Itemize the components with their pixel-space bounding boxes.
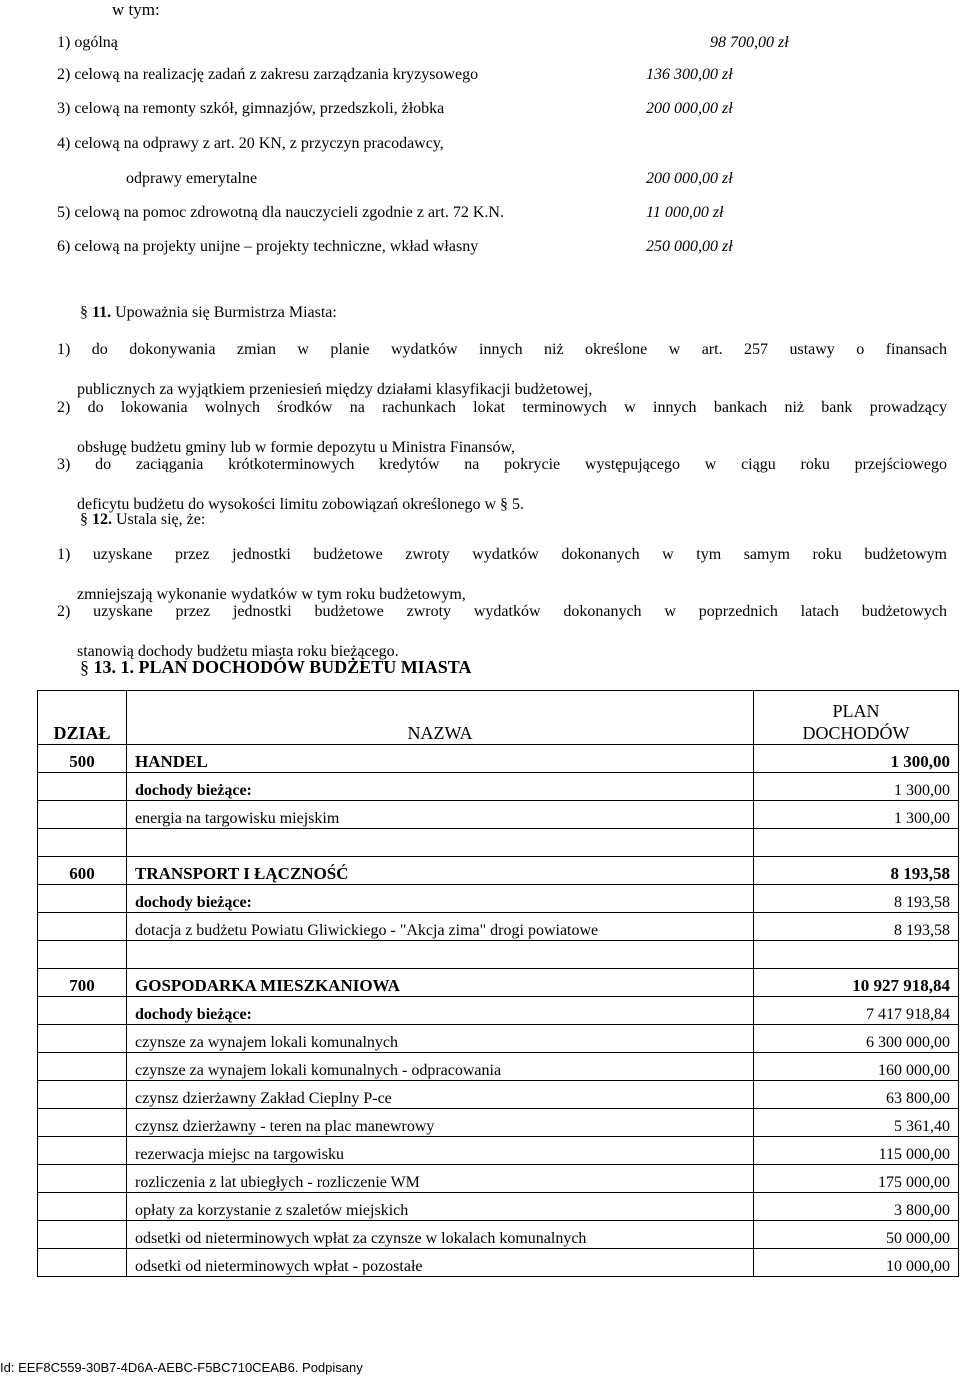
category-name: GOSPODARKA MIESZKANIOWA <box>127 969 754 997</box>
item-value: 175 000,00 <box>754 1165 959 1193</box>
section-number: 12. <box>92 511 112 528</box>
empty-cell <box>38 885 127 913</box>
item-line: 2) uzyskane przez jednostki budżetowe zwroty wydatków dokonanych w poprzednich latach budżetowych <box>57 603 947 620</box>
section-number: 13. 1. <box>93 657 134 677</box>
table-row-category <box>38 745 959 773</box>
empty-cell <box>38 941 127 969</box>
item-name: rezerwacja miejsc na targowisku <box>127 1137 754 1165</box>
section-number: 11. <box>92 304 112 321</box>
revenue-plan-table <box>37 690 959 1277</box>
allocation-label: 4) celową na odprawy z art. 20 KN, z przyczyn pracodawcy, <box>57 135 444 152</box>
table-spacer-row <box>38 829 959 857</box>
subtotal-label: dochody bieżące: <box>127 885 754 913</box>
subtotal-value: 7 417 918,84 <box>754 997 959 1025</box>
item-value: 115 000,00 <box>754 1137 959 1165</box>
table-row <box>38 1165 959 1193</box>
allocation-label: 1) ogólną <box>57 34 118 51</box>
table-row-subtotal <box>38 885 959 913</box>
category-total: 1 300,00 <box>754 745 959 773</box>
table-row <box>38 1221 959 1249</box>
empty-cell <box>754 941 959 969</box>
section-title: Ustala się, że: <box>116 511 206 528</box>
item-name: rozliczenia z lat ubiegłych - rozliczenie WM <box>127 1165 754 1193</box>
header-nazwa: NAZWA <box>127 691 754 745</box>
item-name: odsetki od nieterminowych wpłat - pozostałe <box>127 1249 754 1277</box>
item-line: stanowią dochody budżetu miasta roku bieżącego. <box>77 643 399 660</box>
table-body <box>38 745 959 1277</box>
table-row <box>38 1025 959 1053</box>
item-value: 3 800,00 <box>754 1193 959 1221</box>
allocation-amount: 136 300,00 zł <box>646 66 733 83</box>
allocation-label: 5) celową na pomoc zdrowotną dla nauczycieli zgodnie z art. 72 K.N. <box>57 204 504 221</box>
item-name: czynsze za wynajem lokali komunalnych <box>127 1025 754 1053</box>
table-row <box>38 1109 959 1137</box>
table-row-category <box>38 857 959 885</box>
item-line: zmniejszają wykonanie wydatków w tym roku budżetowym, <box>77 586 466 603</box>
item-line: 1) do dokonywania zmian w planie wydatków innych niż określone w art. 257 ustawy o finansach <box>57 341 947 358</box>
empty-cell <box>38 773 127 801</box>
item-value: 8 193,58 <box>754 913 959 941</box>
empty-cell <box>38 1053 127 1081</box>
section-13-heading <box>80 657 471 678</box>
header-plan-line2: DOCHODÓW <box>802 723 910 743</box>
subtotal-value: 1 300,00 <box>754 773 959 801</box>
category-name: HANDEL <box>127 745 754 773</box>
empty-cell <box>38 1081 127 1109</box>
subtotal-value: 8 193,58 <box>754 885 959 913</box>
empty-cell <box>38 1137 127 1165</box>
header-plan <box>754 691 959 745</box>
section-symbol: § <box>80 304 88 321</box>
subtotal-label: dochody bieżące: <box>127 773 754 801</box>
empty-cell <box>38 1109 127 1137</box>
section-symbol: § <box>80 511 88 528</box>
table-row-category <box>38 969 959 997</box>
category-name: TRANSPORT I ŁĄCZNOŚĆ <box>127 857 754 885</box>
table-row <box>38 1081 959 1109</box>
table-row <box>38 913 959 941</box>
item-name: czynsze za wynajem lokali komunalnych - odpracowania <box>127 1053 754 1081</box>
empty-cell <box>38 913 127 941</box>
allocation-label: 2) celową na realizację zadań z zakresu zarządzania kryzysowego <box>57 66 479 83</box>
section-title: PLAN DOCHODÓW BUDŻETU MIASTA <box>138 657 472 677</box>
dzial-code: 500 <box>38 745 127 773</box>
allocation-amount: 98 700,00 zł <box>710 34 789 51</box>
empty-cell <box>38 1165 127 1193</box>
empty-cell <box>38 1025 127 1053</box>
item-line: obsługę budżetu gminy lub w formie depozytu u Ministra Finansów, <box>77 439 516 456</box>
allocation-amount: 200 000,00 zł <box>646 170 733 187</box>
table-row <box>38 801 959 829</box>
header-dzial: DZIAŁ <box>38 691 127 745</box>
allocation-label: 3) celową na remonty szkół, gimnazjów, przedszkoli, żłobka <box>57 100 445 117</box>
section-11-item <box>57 398 947 458</box>
subtotal-label: dochody bieżące: <box>127 997 754 1025</box>
item-line: publicznych za wyjątkiem przeniesień między działami klasyfikacji budżetowej, <box>77 381 593 398</box>
document-id-footer: Id: EEF8C559-30B7-4D6A-AEBC-F5BC710CEAB6. Podpisany <box>0 1360 363 1375</box>
table-row <box>38 1193 959 1221</box>
table-row-subtotal <box>38 997 959 1025</box>
section-title: Upoważnia się Burmistrza Miasta: <box>115 304 337 321</box>
empty-cell <box>127 941 754 969</box>
item-line: 3) do zaciągania krótkoterminowych kredytów na pokrycie występującego w ciągu roku przejściowego <box>57 456 947 473</box>
empty-cell <box>38 1193 127 1221</box>
item-value: 10 000,00 <box>754 1249 959 1277</box>
item-name: energia na targowisku miejskim <box>127 801 754 829</box>
empty-cell <box>38 829 127 857</box>
section-11-heading <box>80 304 337 322</box>
allocation-amount: 250 000,00 zł <box>646 238 733 255</box>
item-name: opłaty za korzystanie z szaletów miejskich <box>127 1193 754 1221</box>
section-12-item <box>57 545 947 605</box>
item-name: czynsz dzierżawny Zakład Cieplny P-ce <box>127 1081 754 1109</box>
table-row <box>38 1137 959 1165</box>
item-name: dotacja z budżetu Powiatu Gliwickiego - "Akcja zima" drogi powiatowe <box>127 913 754 941</box>
category-total: 8 193,58 <box>754 857 959 885</box>
empty-cell <box>38 1249 127 1277</box>
item-value: 160 000,00 <box>754 1053 959 1081</box>
section-12-heading <box>80 511 205 529</box>
item-name: odsetki od nieterminowych wpłat za czynsze w lokalach komunalnych <box>127 1221 754 1249</box>
item-value: 5 361,40 <box>754 1109 959 1137</box>
table-row <box>38 1249 959 1277</box>
table-spacer-row <box>38 941 959 969</box>
allocation-label: 6) celową na projekty unijne – projekty techniczne, wkład własny <box>57 238 479 255</box>
allocation-label: odprawy emerytalne <box>126 170 258 187</box>
item-name: czynsz dzierżawny - teren na plac manewrowy <box>127 1109 754 1137</box>
category-total: 10 927 918,84 <box>754 969 959 997</box>
header-plan-line1: PLAN <box>832 701 880 721</box>
dzial-code: 700 <box>38 969 127 997</box>
intro-text: w tym: <box>112 0 160 19</box>
item-value: 50 000,00 <box>754 1221 959 1249</box>
table-row-subtotal <box>38 773 959 801</box>
section-11-item <box>57 340 947 400</box>
table-row <box>38 1053 959 1081</box>
table-header-row <box>38 691 959 745</box>
item-value: 6 300 000,00 <box>754 1025 959 1053</box>
item-line: 2) do lokowania wolnych środków na rachunkach lokat terminowych w innych bankach niż bank prowadzący <box>57 399 947 416</box>
item-line: deficytu budżetu do wysokości limitu zobowiązań określonego w § 5. <box>77 496 525 513</box>
empty-cell <box>38 801 127 829</box>
empty-cell <box>38 1221 127 1249</box>
section-symbol: § <box>80 657 89 677</box>
allocation-amount: 200 000,00 zł <box>646 100 733 117</box>
empty-cell <box>38 997 127 1025</box>
empty-cell <box>754 829 959 857</box>
item-line: 1) uzyskane przez jednostki budżetowe zwroty wydatków dokonanych w tym samym roku budżetowym <box>57 546 947 563</box>
item-value: 1 300,00 <box>754 801 959 829</box>
empty-cell <box>127 829 754 857</box>
dzial-code: 600 <box>38 857 127 885</box>
allocation-amount: 11 000,00 zł <box>646 204 724 221</box>
section-11-item <box>57 455 947 515</box>
item-value: 63 800,00 <box>754 1081 959 1109</box>
section-12-item <box>57 602 947 662</box>
